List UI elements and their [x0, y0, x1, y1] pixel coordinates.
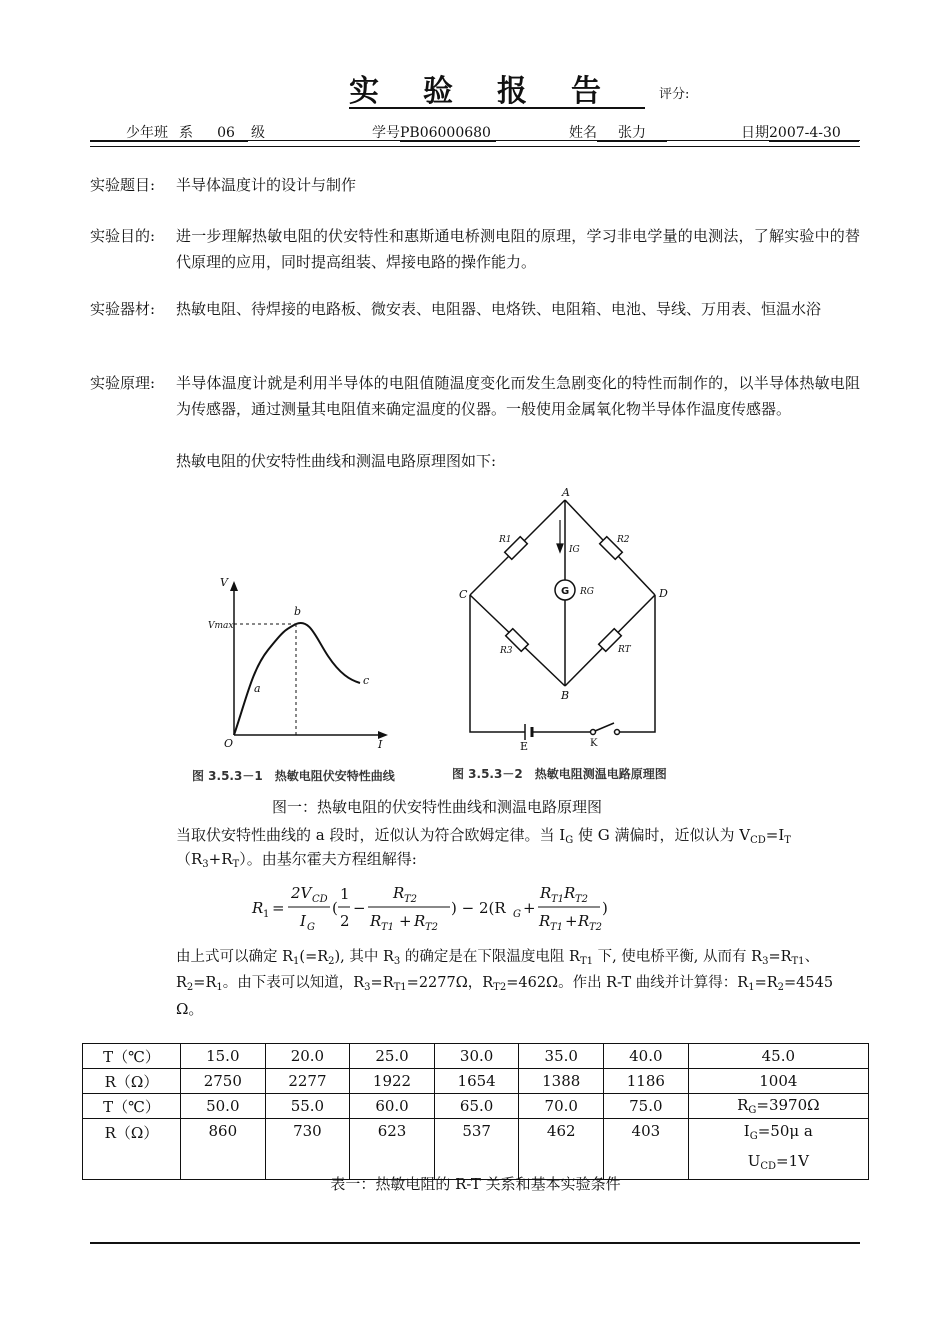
- subscript: T2: [493, 982, 507, 993]
- row-label: R（Ω）: [83, 1069, 181, 1094]
- report-title: 实验报告: [349, 74, 645, 109]
- switch-label: K: [590, 738, 598, 749]
- principle-label: 实验原理:: [90, 374, 156, 392]
- eq-plus-3: +: [565, 912, 578, 930]
- r1-label: R1: [499, 535, 512, 545]
- node-b-label: B: [561, 689, 570, 702]
- text-run: =2277Ω，R: [406, 975, 494, 991]
- eq-num1: 2V: [291, 884, 312, 902]
- eq-rt2-num-b-sub: T2: [575, 894, 589, 905]
- node-d-label: D: [659, 587, 668, 600]
- table-cell: 15.0: [181, 1044, 266, 1069]
- eq-half-den: 2: [340, 912, 350, 930]
- name-field: [569, 122, 667, 142]
- date-value: 2007-4-30: [769, 125, 859, 142]
- table-cell: 40.0: [604, 1044, 689, 1069]
- eq-den1-sub: G: [307, 922, 315, 933]
- iv-point-a: a: [254, 682, 261, 695]
- subscript: 2: [328, 956, 335, 967]
- name-value: 张力: [597, 125, 667, 142]
- text-run: =R: [768, 949, 792, 965]
- eq-rt2-den-b: R: [578, 912, 590, 930]
- table-cell: 403: [604, 1119, 689, 1180]
- principle-text: 半导体温度计就是利用半导体的电阻值随温度变化而发生急剧变化的特性而制作的，以半导体热敏电阻为传感器，通过测量其电阻值来确定温度的仪器。一般使用金属氧化物半导体作温度传感器。: [176, 374, 860, 418]
- text-run: I: [743, 1122, 750, 1140]
- eq-rt1-num: R: [540, 884, 552, 902]
- eq-half-num: 1: [340, 885, 350, 903]
- purpose-text: 进一步理解热敏电阻的伏安特性和惠斯通电桥测电阻的原理，学习非电学量的电测法，了解实验中的替代原理的应用，同时提高组装、焊接电路的操作能力。: [176, 227, 860, 271]
- subscript: T1: [579, 956, 593, 967]
- figure-diagrams: [180, 480, 700, 790]
- score-label: 评分:: [659, 87, 690, 102]
- condition-rg: [688, 1094, 868, 1119]
- eq-rt1-den-sub: T1: [381, 922, 395, 933]
- dept-value: 06: [204, 125, 248, 142]
- wire-switch-d: [620, 595, 655, 732]
- table-cell: 1654: [434, 1069, 519, 1094]
- table-cell: 1004: [688, 1069, 868, 1094]
- subscript: 2: [186, 982, 194, 993]
- table-cell: 65.0: [434, 1094, 519, 1119]
- subscript: 1: [293, 956, 300, 967]
- rg-label: RG: [580, 587, 594, 597]
- purpose-label: 实验目的:: [90, 227, 156, 245]
- topic-text: 半导体温度计的设计与制作: [176, 176, 357, 194]
- date-label: 日期: [741, 125, 769, 141]
- table-cell: 35.0: [519, 1044, 604, 1069]
- text-run: =R: [193, 975, 217, 991]
- iv-axis-i-label: I: [378, 738, 383, 751]
- text-run: 当取伏安特性曲线的 a 段时，近似认为符合欧姆定律。当 I: [176, 826, 566, 844]
- table-row: [83, 1069, 869, 1094]
- subscript: 3: [202, 859, 209, 870]
- eq-rt2-den-sub: T2: [425, 922, 439, 933]
- subscript: 3: [364, 982, 371, 993]
- table-cell: 45.0: [688, 1044, 868, 1069]
- eq-rt2-num: R: [393, 884, 405, 902]
- r2-label: R2: [617, 535, 630, 545]
- table-cell: 60.0: [350, 1094, 435, 1119]
- text-run: =4545: [784, 975, 834, 991]
- bottom-rule: [90, 1242, 860, 1244]
- text-run: =1V: [776, 1152, 809, 1170]
- eq-num1-sub: CD: [312, 894, 328, 905]
- ig-label: IG: [569, 545, 580, 555]
- subscript: G: [749, 1131, 758, 1142]
- table-cell: 2750: [181, 1069, 266, 1094]
- battery-label: E: [520, 740, 529, 753]
- eq-rt1-den-b-sub: T1: [550, 922, 564, 933]
- rt-label: RT: [618, 645, 631, 655]
- header-rule-double: [90, 146, 860, 147]
- text-run: 使 G 满偏时，近似认为 V: [573, 826, 751, 844]
- equipment-label: 实验器材:: [90, 300, 156, 318]
- eq-lhs: R: [252, 899, 264, 917]
- table-cell: 623: [350, 1119, 435, 1180]
- text-run: =3970Ω: [756, 1096, 820, 1114]
- galvanometer-label: G: [561, 586, 570, 597]
- date-field: [741, 122, 859, 142]
- table-cell: 25.0: [350, 1044, 435, 1069]
- iv-v-arrow: [230, 581, 238, 591]
- table-cell: 1388: [519, 1069, 604, 1094]
- eq-minus: −: [353, 899, 366, 917]
- node-c-label: C: [459, 588, 468, 601]
- switch-lever: [595, 723, 614, 731]
- table-cell: 1922: [350, 1069, 435, 1094]
- eq-rt2-den-b-sub: T2: [589, 922, 603, 933]
- text-run: 、: [804, 949, 820, 965]
- class-name: 少年班: [90, 125, 168, 142]
- table-caption: 表一：热敏电阻的 R-T 关系和基本实验条件: [330, 1175, 621, 1193]
- subscript: G: [748, 1105, 757, 1116]
- text-run: 。由下表可以知道，R: [222, 975, 365, 991]
- iv-axis-v-label: V: [220, 576, 228, 589]
- table-cell: 50.0: [181, 1094, 266, 1119]
- student-id-label: 学号: [372, 125, 400, 141]
- text-run: R: [176, 975, 187, 991]
- subscript: 3: [762, 956, 769, 967]
- r1-equation: [250, 876, 630, 940]
- text-run: U: [747, 1152, 761, 1170]
- eq-lhs-sub: 1: [263, 909, 270, 920]
- eq-rt2-num-sub: T2: [404, 894, 418, 905]
- iv-figure-caption: 图 3.5.3－1 热敏电阻伏安特性曲线: [192, 769, 395, 783]
- condition-cell: [688, 1119, 868, 1180]
- subscript: T: [232, 859, 240, 870]
- eq-rt1-den: R: [370, 912, 382, 930]
- ig-arrow: [557, 520, 563, 552]
- row-label: R（Ω）: [83, 1119, 181, 1180]
- text-run: 的确定是在下限温度电阻 R: [400, 949, 580, 965]
- table-cell: 75.0: [604, 1094, 689, 1119]
- text-run: =R: [370, 975, 394, 991]
- rt-table: [82, 1043, 869, 1180]
- name-label: 姓名: [569, 125, 597, 141]
- table-cell: 2277: [265, 1069, 350, 1094]
- eq-rt1-num-sub: T1: [551, 894, 565, 905]
- subscript: 2: [777, 982, 785, 993]
- table-row: [83, 1094, 869, 1119]
- eq-equals: =: [272, 899, 285, 917]
- row-label: T（℃）: [83, 1094, 181, 1119]
- subscript: 1: [748, 982, 755, 993]
- grade-label: 级: [251, 125, 265, 141]
- text-run: R: [737, 1096, 749, 1114]
- table-cell: 537: [434, 1119, 519, 1180]
- topic-label: 实验题目:: [90, 176, 156, 194]
- row-label: T（℃）: [83, 1044, 181, 1069]
- text-run: +R: [208, 850, 233, 868]
- eq-plus-2: +: [523, 899, 536, 917]
- eq-den1: I: [300, 912, 306, 930]
- text-run: =462Ω。作出 R-T 曲线并计算得：R: [506, 975, 749, 991]
- ohm-unit-line: Ω。: [176, 1000, 204, 1018]
- r1-result-line: [176, 970, 833, 1001]
- iv-vmax-label: Vmax: [208, 621, 234, 631]
- text-run: 由上式可以确定 R: [176, 949, 294, 965]
- subscript: CD: [760, 1161, 777, 1172]
- switch-contact-right: [615, 730, 620, 735]
- kirchhoff-line: [176, 847, 417, 877]
- text-run: （R: [176, 850, 203, 868]
- eq-rt1-den-b: R: [539, 912, 551, 930]
- subscript: CD: [750, 835, 766, 846]
- text-run: ), 其中 R: [334, 949, 394, 965]
- table-row: [83, 1044, 869, 1069]
- table-cell: 20.0: [265, 1044, 350, 1069]
- iv-origin-label: O: [224, 737, 234, 750]
- subscript: T1: [791, 956, 805, 967]
- iv-curve-figure: [208, 576, 388, 751]
- condition-ig: [689, 1119, 868, 1149]
- iv-point-c: c: [363, 674, 370, 687]
- node-a-label: A: [562, 486, 570, 499]
- text-run: =50μ a: [757, 1122, 813, 1140]
- circuit-figure-caption: 图 3.5.3－2 热敏电阻测温电路原理图: [452, 767, 667, 781]
- table-cell: 462: [519, 1119, 604, 1180]
- dept-label: 系: [168, 125, 204, 142]
- iv-curve: [234, 623, 360, 735]
- eq-tail: ) − 2(R: [451, 899, 506, 917]
- wire-c-battery: [470, 595, 525, 732]
- eq-plus-1: +: [399, 912, 412, 930]
- table-row: [83, 1119, 869, 1180]
- text-run: =I: [765, 826, 785, 844]
- principle-text-2: 热敏电阻的伏安特性曲线和测温电路原理图如下:: [176, 452, 497, 470]
- table-cell: 1186: [604, 1069, 689, 1094]
- header-rule: [90, 140, 860, 141]
- class-field: [90, 122, 268, 142]
- subscript: G: [565, 835, 574, 846]
- text-run: ）。由基尔霍夫方程组解得:: [239, 850, 417, 868]
- table-cell: 860: [181, 1119, 266, 1180]
- eq-rt2-den: R: [414, 912, 426, 930]
- table-cell: 55.0: [265, 1094, 350, 1119]
- student-id-value: PB06000680: [400, 125, 496, 142]
- table-cell: 30.0: [434, 1044, 519, 1069]
- table-cell: 730: [265, 1119, 350, 1180]
- text-run: =R: [754, 975, 778, 991]
- r3-label: R3: [500, 646, 513, 656]
- subscript: T: [784, 835, 791, 846]
- subscript: T1: [393, 982, 407, 993]
- equipment-text: 热敏电阻、待焊接的电路板、微安表、电阻器、电烙铁、电阻箱、电池、导线、万用表、恒温水浴: [176, 300, 822, 318]
- table-cell: 70.0: [519, 1094, 604, 1119]
- subscript: 1: [216, 982, 223, 993]
- eq-tail-sub: G: [513, 909, 521, 920]
- subscript: 3: [393, 956, 401, 967]
- eq-paren-open: (: [332, 899, 338, 917]
- student-id-field: [372, 122, 496, 142]
- switch-contact-left: [591, 730, 596, 735]
- text-run: (=R: [299, 949, 329, 965]
- eq-rt2-num-b: R: [564, 884, 576, 902]
- figure-caption: 图一：热敏电阻的伏安特性曲线和测温电路原理图: [272, 798, 603, 816]
- eq-close: ): [602, 899, 608, 917]
- iv-point-b: b: [294, 605, 302, 618]
- text-run: 下, 使电桥平衡, 从而有 R: [592, 949, 763, 965]
